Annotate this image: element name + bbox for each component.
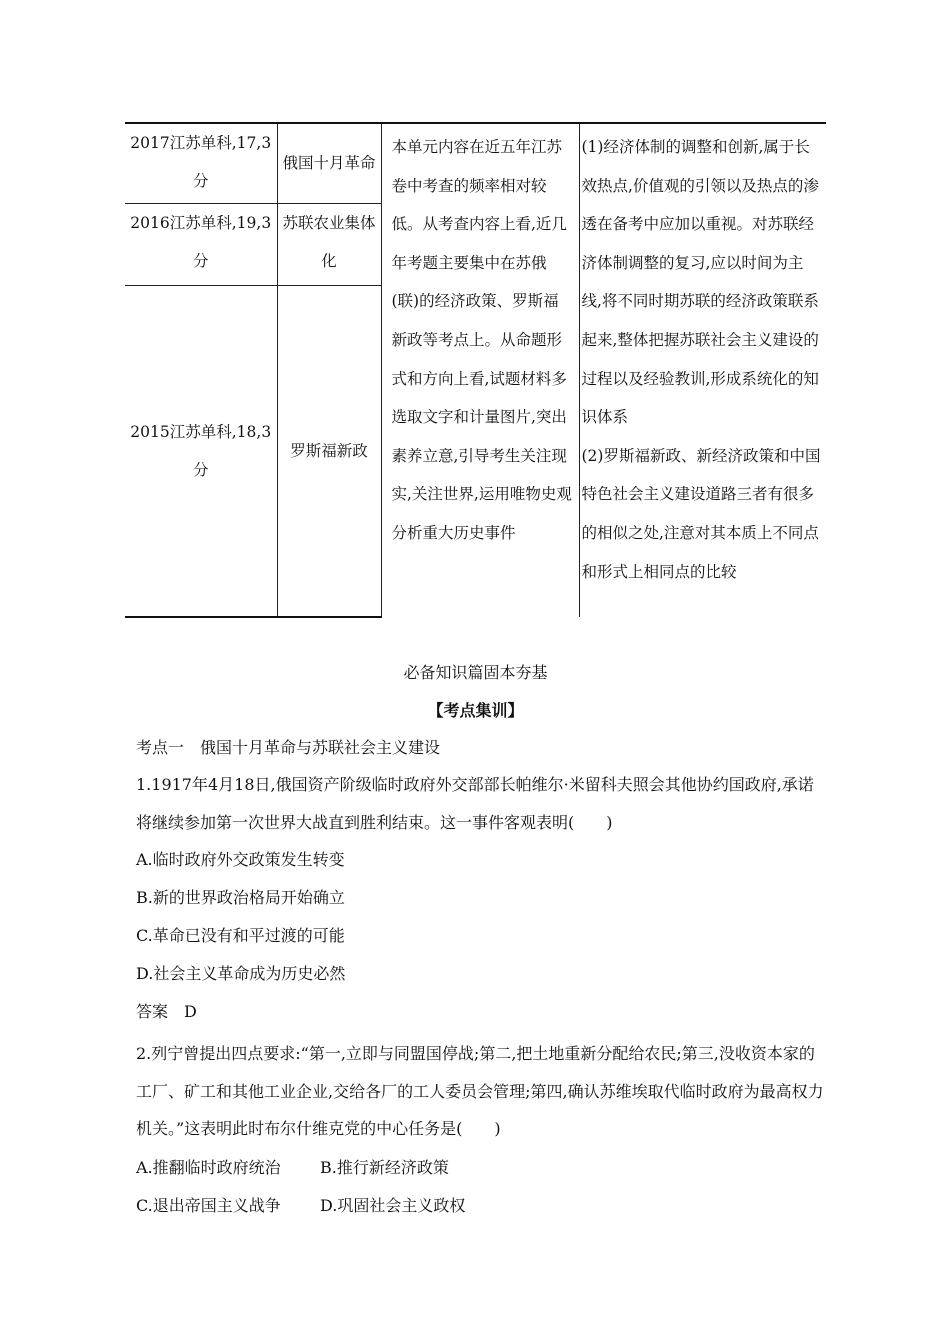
- table-cell-source: 2016江苏单科,19,3分: [125, 203, 277, 285]
- question-2-stem: 2.列宁曾提出四点要求:“第一,立即与同盟国停战;第二,把土地重新分配给农民;第三,没收资本家的工厂、矿工和其他工业企业,交给各厂的工人委员会管理;第四,确认苏维埃取代临时政府为最高权力机关。”这表明此时布尔什维克党的中心任务是( ): [136, 1044, 824, 1138]
- advice-point-1: (1)经济体制的调整和创新,属于长效热点,价值观的引领以及热点的渗透在备考中应加以重视。对苏联经济体制调整的复习,应以时间为主线,将不同时期苏联的经济政策联系起来,整体把握苏联社会主义建设的过程以及经验教训,形成系统化的知识体系: [581, 138, 819, 427]
- question-1-stem: 1.1917年4月18日,俄国资产阶级临时政府外交部部长帕维尔·米留科夫照会其他协约国政府,承诺将继续参加第一次世界大战直到胜利结束。这一事件客观表明( ): [136, 775, 814, 832]
- question-2-option-a: A.推翻临时政府统治: [136, 1158, 281, 1177]
- question-1-option-a: A.临时政府外交政策发生转变: [136, 850, 345, 869]
- question-1-option-d: D.社会主义革命成为历史必然: [136, 964, 346, 983]
- table-cell-analysis: 本单元内容在近五年江苏卷中考查的频率相对较低。从考查内容上看,近几年考题主要集中在苏俄(联)的经济政策、罗斯福新政等考点上。从命题形式和方向上看,试题材料多选取文字和计量图片,突出素养立意,引导考生关注现实,关注世界,运用唯物史观分析重大历史事件: [381, 123, 579, 617]
- exam-analysis-table: [125, 122, 826, 618]
- table-cell-source: 2017江苏单科,17,3分: [125, 123, 277, 203]
- advice-point-2: (2)罗斯福新政、新经济政策和中国特色社会主义建设道路三者有很多的相似之处,注意对其本质上不同点和形式上相同点的比较: [581, 446, 821, 581]
- sub-title: 【考点集训】: [427, 701, 524, 720]
- section-title: 必备知识篇固本夯基: [403, 663, 548, 682]
- table-cell-topic: 俄国十月革命: [277, 123, 381, 203]
- table-cell-source: 2015江苏单科,18,3分: [125, 285, 277, 617]
- question-2-option-c: C.退出帝国主义战争: [136, 1196, 281, 1215]
- question-2-option-d: D.巩固社会主义政权: [320, 1196, 466, 1215]
- question-1-answer: 答案 D: [136, 1002, 197, 1021]
- question-2-options-ab: [136, 1149, 826, 1187]
- table-cell-topic: 罗斯福新政: [277, 285, 381, 617]
- question-1-option-b: B.新的世界政治格局开始确立: [136, 888, 345, 907]
- table-cell-topic: 苏联农业集体化: [277, 203, 381, 285]
- question-2-option-b: B.推行新经济政策: [320, 1158, 449, 1177]
- table-cell-advice: [579, 123, 826, 617]
- question-2-options-cd: [136, 1187, 826, 1225]
- question-1-option-c: C.革命已没有和平过渡的可能: [136, 926, 345, 945]
- kaodian-heading: 考点一 俄国十月革命与苏联社会主义建设: [136, 738, 441, 757]
